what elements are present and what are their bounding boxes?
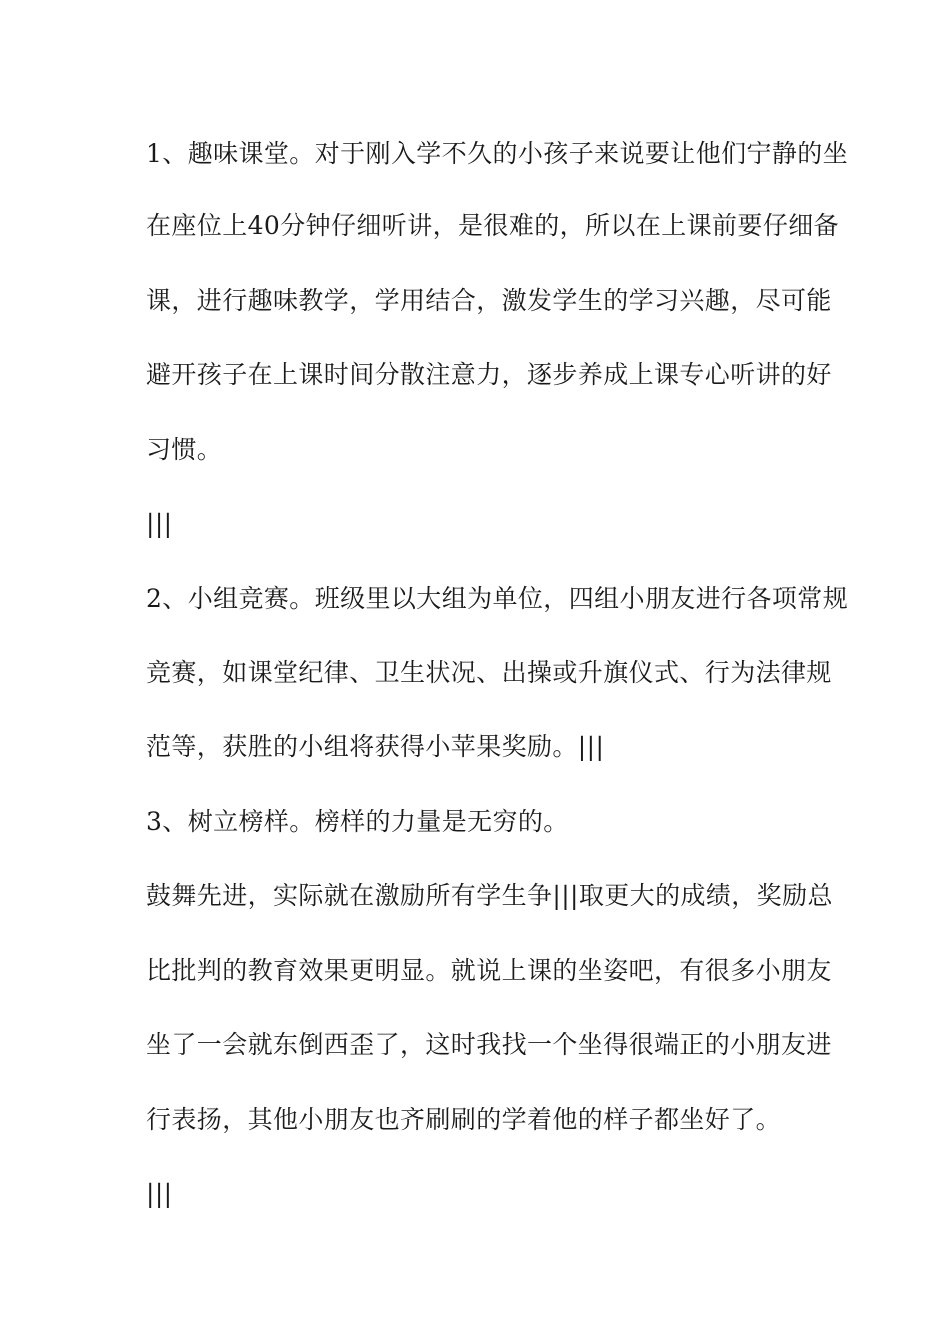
text-line: 课，进行趣味教学，学用结合，激发学生的学习兴趣，尽可能	[146, 286, 832, 315]
text-line: 2、小组竞赛。班级里以大组为单位，四组小朋友进行各项常规	[146, 584, 849, 613]
text-line: 比批判的教育效果更明显。就说上课的坐姿吧，有很多小朋友	[146, 956, 832, 985]
text-line: 3、树立榜样。榜样的力量是无穷的。	[146, 807, 569, 836]
text-line: 坐了一会就东倒西歪了，这时我找一个坐得很端正的小朋友进	[146, 1030, 832, 1059]
text-line: 行表扬，其他小朋友也齐刷刷的学着他的样子都坐好了。	[146, 1105, 782, 1134]
text-line: 避开孩子在上课时间分散注意力，逐步养成上课专心听讲的好	[146, 360, 832, 389]
separator-marks: |||	[146, 1179, 173, 1208]
text-line: 在座位上40分钟仔细听讲，是很难的，所以在上课前要仔细备	[146, 211, 840, 240]
text-line: 1、趣味课堂。对于刚入学不久的小孩子来说要让他们宁静的坐	[146, 139, 849, 168]
text-line: 竞赛，如课堂纪律、卫生状况、出操或升旗仪式、行为法律规	[146, 658, 832, 687]
text-line: 习惯。	[146, 435, 223, 464]
text-line: 鼓舞先进，实际就在激励所有学生争|||取更大的成绩，奖励总	[146, 881, 833, 910]
separator-marks: |||	[146, 509, 173, 538]
text-line: 范等，获胜的小组将获得小苹果奖励。|||	[146, 732, 605, 761]
